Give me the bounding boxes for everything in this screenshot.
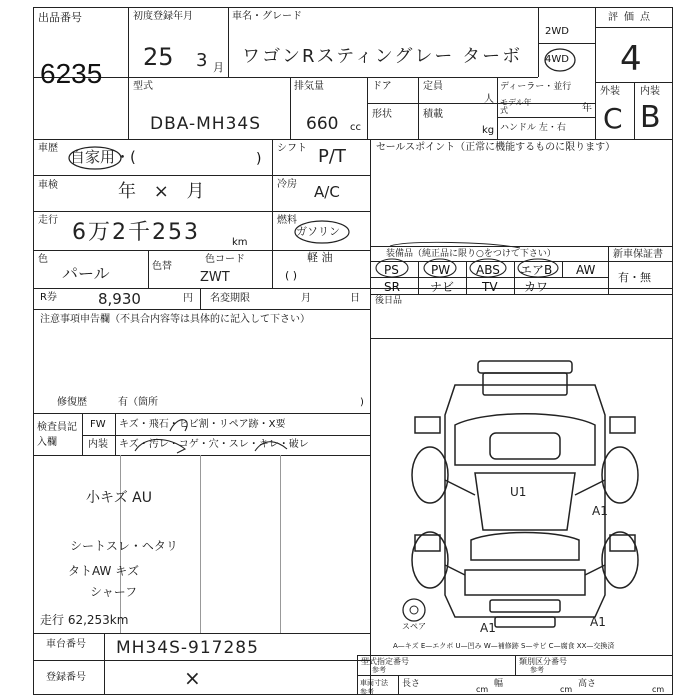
displacement-value: 660 [306, 114, 339, 134]
first-reg-year: 25 [143, 43, 174, 71]
fw-label: FW [90, 419, 106, 430]
interior-label: 内装 [640, 86, 660, 97]
fuel-paren: ( ) [285, 269, 298, 282]
history-circle [65, 144, 125, 172]
name-change-day: 日 [350, 293, 360, 304]
height-unit: cm [652, 685, 665, 694]
year-unit: 年 [582, 103, 592, 114]
option-scribbles [115, 413, 370, 455]
equip-sr: SR [384, 280, 400, 294]
warranty-value: 有・無 [618, 271, 651, 284]
height-label: 高さ [578, 679, 597, 689]
door-label: ドア [372, 81, 392, 92]
color-code-label: 色コード [205, 254, 245, 265]
color-label: 色 [38, 254, 48, 265]
inspector-label: 検査員記入欄 [37, 422, 77, 448]
color-value: パール [62, 264, 110, 283]
warranty-label: 新車保証書 [613, 249, 663, 260]
model-label: 型式 [133, 81, 153, 92]
history-value: 自家用・( [70, 148, 136, 166]
score-label: 評価点 [608, 12, 656, 23]
equipment-label: 装備品（純正品に限り○をつけて下さい） [386, 249, 556, 259]
name-change-month: 月 [301, 293, 311, 304]
score-value: 4 [620, 39, 642, 79]
ac-label: 冷房 [277, 179, 297, 190]
diagram-mark-bottom-right: A1 [590, 615, 606, 629]
notes-label: 注意事項申告欄（不具合内容等は具体的に記入して下さい） [40, 314, 310, 325]
displacement-unit: cc [350, 122, 361, 133]
color-code-value: ZWT [200, 270, 230, 285]
equip-ps: PS [384, 263, 399, 277]
capacity-label: 定員 [423, 81, 443, 92]
inspection-value: 年 × 月 [118, 181, 211, 202]
legend-line-1: A—キズ E—エクボ U—凹み W—補修跡 S—サビ C—腐食 XX—交換済 [393, 642, 615, 650]
fuel-label: 燃料 [277, 215, 297, 226]
yen-unit: 円 [183, 293, 193, 304]
ac-value: A/C [314, 183, 340, 201]
spare-label: スペア [402, 622, 426, 631]
equip-aw: AW [576, 263, 596, 277]
name-grade-label: 車名・グレード [232, 11, 302, 22]
shape-label: 形状 [372, 109, 392, 120]
class-num-sub: 参考 [530, 666, 544, 674]
drive-4wd-circle [538, 43, 578, 77]
sales-point-label: セールスポイント（正常に機能するものに限ります） [376, 142, 616, 153]
recycle-value: 8,930 [98, 290, 141, 308]
exterior-grade: C [603, 102, 623, 135]
load-label: 積載 [423, 109, 443, 120]
model-year-label: モデル年式 [500, 98, 532, 115]
note-4: シャーフ [90, 585, 138, 599]
month-unit: 月 [213, 61, 224, 74]
frame-num-label: 型式指定番号 [361, 657, 409, 666]
diagram-mark-right: A1 [592, 504, 608, 518]
dims-label: 車両寸法 参考 [360, 679, 388, 696]
fuel-value: ガソリン [296, 225, 340, 238]
first-reg-label: 初度登録年月 [133, 11, 193, 22]
model-value: DBA-MH34S [150, 114, 262, 134]
handle-label: ハンドル 左・右 [500, 123, 566, 133]
chassis-value: MH34S-917285 [116, 638, 259, 658]
interior-row-label: 内装 [88, 439, 108, 450]
diagram-mark-bottom-left: A1 [480, 621, 496, 635]
exterior-label: 外装 [600, 86, 620, 97]
post-reg-label: 後日品 [375, 296, 403, 306]
class-num-label: 類別区分番号 [519, 657, 567, 666]
equip-airbag: エアB [520, 263, 553, 277]
equipment-circles [370, 240, 570, 280]
equip-tv: TV [482, 280, 498, 294]
width-unit: cm [560, 685, 573, 694]
equip-abs: ABS [476, 263, 500, 277]
lot-label: 出品番号 [38, 11, 82, 24]
displacement-label: 排気量 [294, 81, 324, 92]
frame-num-sub: 参考 [372, 666, 386, 674]
drive-4wd: 4WD [545, 54, 569, 65]
fw-options: キズ・飛石・ヒビ割・リペア跡・X要 [119, 419, 286, 430]
equip-pw: PW [431, 263, 451, 277]
reg-label: 登録番号 [46, 672, 86, 683]
repair-label: 修復歴 [57, 397, 87, 408]
width-label: 幅 [494, 679, 504, 689]
first-reg-month: 3 [196, 50, 208, 71]
load-unit: kg [482, 125, 495, 136]
reg-value: × [184, 666, 201, 690]
inspection-label: 車検 [38, 180, 58, 191]
capacity-unit: 人 [484, 94, 494, 105]
length-label: 長さ [402, 679, 421, 689]
note-3: タトAW キズ [68, 564, 139, 578]
equip-leather: カワ [524, 280, 549, 294]
name-grade-value: ワゴンRスティングレー ターボ [242, 46, 523, 67]
mileage-label: 走行 [38, 215, 58, 226]
note-1: 小キズ AU [86, 490, 152, 506]
repair-close: ) [360, 397, 364, 408]
name-change-label: 名変期限 [210, 293, 250, 304]
fuel-light-oil: 軽 油 [307, 251, 333, 264]
mileage-value: 6万2千253 [72, 220, 200, 245]
repair-value: 有（箇所 [118, 397, 158, 408]
mileage-unit: km [232, 237, 248, 248]
diagram-mark-center: U1 [510, 485, 527, 499]
interior-options: キズ・汚レ・コゲ・穴・スレ・キレ・破レ [119, 439, 309, 450]
history-label: 車歴 [38, 143, 58, 154]
recycle-label: R券 [40, 292, 57, 303]
chassis-label: 車台番号 [46, 639, 86, 650]
dealer-label: ディーラー・並行 [500, 82, 572, 92]
drive-2wd: 2WD [545, 26, 569, 37]
shift-label: シフト [277, 143, 307, 154]
history-close: ) [256, 151, 262, 167]
shift-value: P/T [318, 146, 346, 167]
note-5: 走行 62,253km [40, 613, 129, 627]
lot-number: 6235 [40, 58, 103, 89]
fuel-circle [292, 218, 354, 246]
note-2: シートスレ・ヘタリ [70, 539, 178, 553]
equip-navi: ナビ [430, 280, 455, 294]
color-change-label: 色替 [152, 261, 172, 272]
length-unit: cm [476, 685, 489, 694]
interior-grade: B [640, 100, 661, 135]
